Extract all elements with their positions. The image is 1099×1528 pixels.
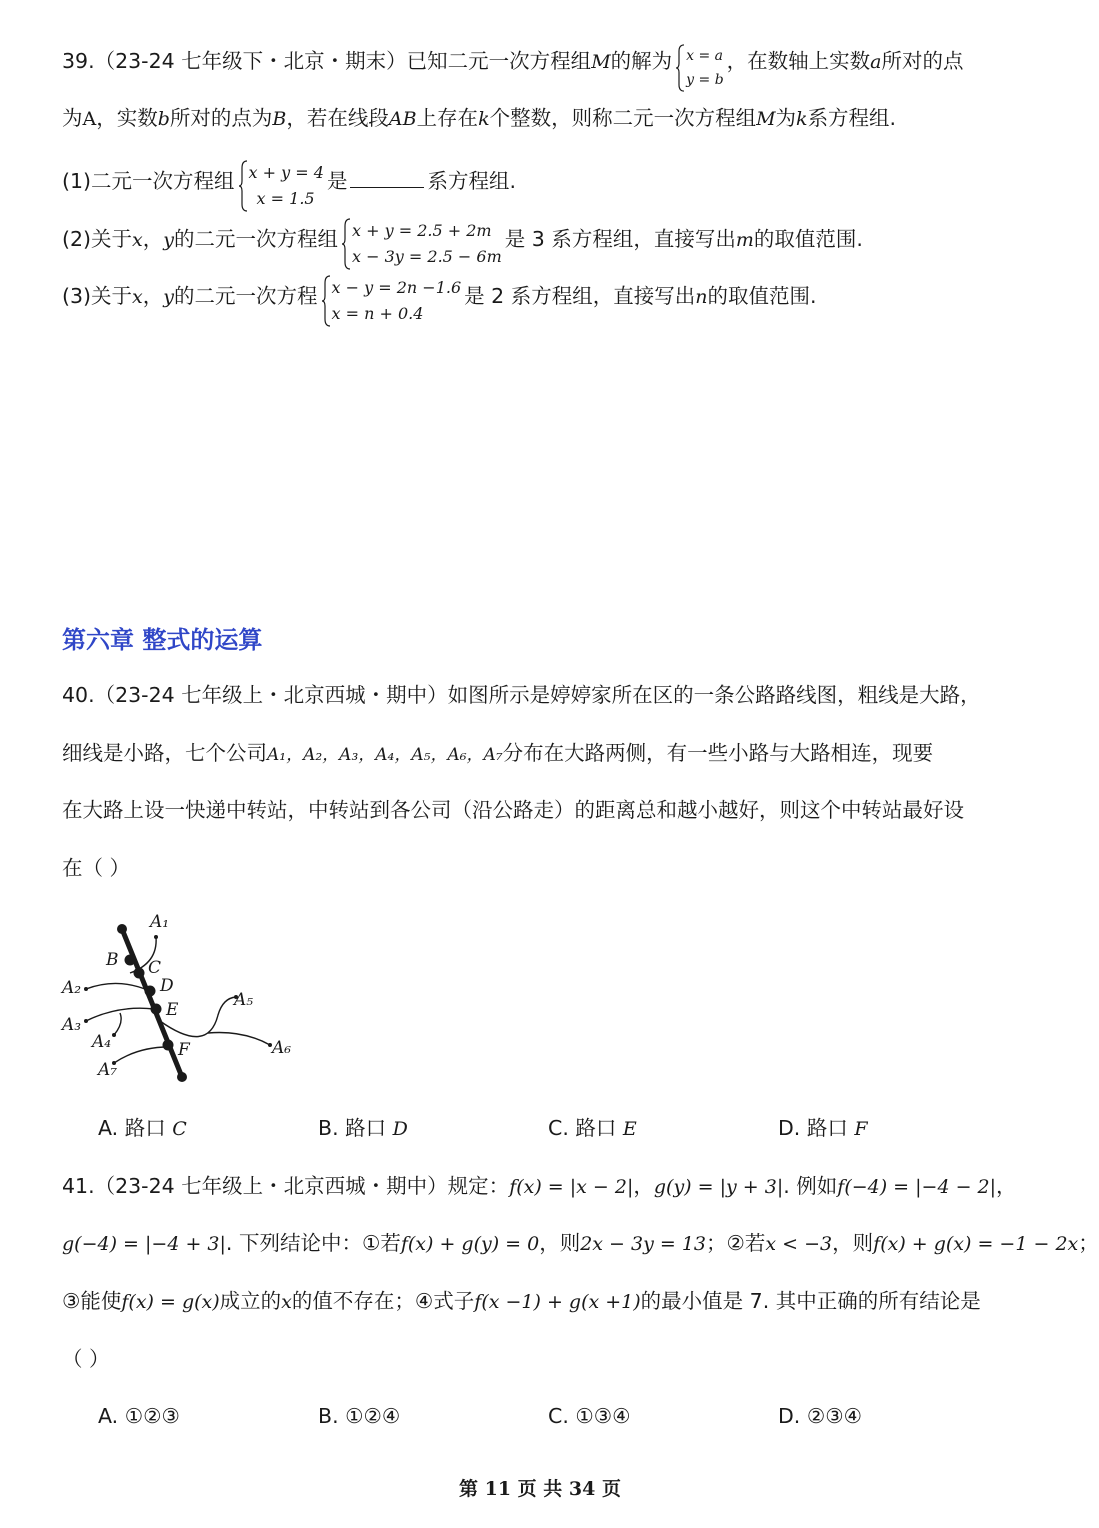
- q40-text: 细线是小路，七个公司: [62, 741, 267, 765]
- brace-icon: [675, 44, 685, 92]
- math-var: y: [163, 286, 174, 308]
- q41-option-d[interactable]: [778, 1401, 862, 1431]
- equation-system: [321, 275, 462, 327]
- brace-icon: [238, 160, 248, 212]
- q39-text: 是 2 系方程组，直接写出: [464, 284, 696, 308]
- q39-text: (3)关于: [62, 284, 133, 308]
- equation: x = n + 0.4: [331, 304, 424, 323]
- option-text: 路口: [124, 1116, 166, 1140]
- math-var: D: [392, 1118, 408, 1140]
- junction-f: [163, 1040, 174, 1051]
- label-a1: A₁: [150, 912, 170, 932]
- equation: x + y = 2.5 + 2m: [352, 221, 492, 240]
- option-text: ①③④: [575, 1404, 631, 1428]
- option-letter: D.: [778, 1404, 801, 1428]
- option-text: ①②③: [124, 1404, 180, 1428]
- road-end-top: [117, 924, 127, 934]
- math-var: x: [132, 229, 143, 251]
- equation: x + y = 4: [248, 163, 324, 182]
- company-a2: [84, 987, 88, 991]
- label-a2: A₂: [62, 978, 82, 998]
- math-var: x: [132, 286, 143, 308]
- q40-option-d[interactable]: [778, 1113, 868, 1144]
- label-b: B: [106, 950, 119, 970]
- q41-text: 的值不存在；④式子: [291, 1289, 475, 1313]
- q39-text: 的二元一次方程组: [174, 227, 338, 251]
- q40-option-c[interactable]: [548, 1113, 637, 1144]
- answer-blank[interactable]: [350, 165, 424, 188]
- math-var: A: [82, 108, 97, 130]
- page-footer: 第 11 页 共 34 页: [459, 1478, 621, 1500]
- road-to-a2: [86, 983, 150, 991]
- math-var: M: [591, 51, 611, 73]
- q41-option-c[interactable]: [548, 1401, 631, 1431]
- equation: x − y = 2n −1.6: [331, 278, 462, 297]
- q41-line-3: [62, 1286, 1018, 1317]
- math-expr: f(x) + g(x) = −1 − 2x: [873, 1233, 1079, 1255]
- math-expr: 2x − 3y = 13: [580, 1233, 707, 1255]
- q39-text: 39.（23-24 七年级下・北京・期末）已知二元一次方程组: [62, 49, 592, 73]
- equation-system: [675, 44, 724, 92]
- label-d: D: [160, 976, 174, 996]
- q41-line-2: [62, 1228, 1099, 1259]
- math-expr: f(x) = |x − 2|: [509, 1176, 634, 1198]
- q39-line-2: [62, 103, 1018, 134]
- road-to-a7: [114, 1047, 168, 1063]
- q41-option-a[interactable]: [98, 1401, 180, 1431]
- company-a1: [154, 935, 158, 939]
- math-var: n: [695, 286, 708, 308]
- math-var: k: [796, 108, 808, 130]
- q39-text: 是 3 系方程组，直接写出: [504, 227, 736, 251]
- math-expr: f(−4) = |−4 − 2|: [837, 1176, 997, 1198]
- q41-text: 的最小值是 7. 其中正确的所有结论是: [640, 1289, 981, 1313]
- junction-c: [134, 968, 145, 979]
- math-var: a: [870, 51, 882, 73]
- q40-text: 分布在大路两侧，有一些小路与大路相连，现要: [502, 741, 934, 765]
- company-a3: [84, 1019, 88, 1023]
- q39-text: 的取值范围.: [707, 284, 817, 308]
- math-var: AB: [388, 108, 417, 130]
- q40-line-3: 在大路上设一快递中转站，中转站到各公司（沿公路走）的距离总和越小越好，则这个中转站最好设: [62, 798, 964, 822]
- math-var: x: [281, 1291, 292, 1313]
- q39-text: ，实数: [96, 106, 158, 130]
- equation: x − 3y = 2.5 − 6m: [352, 247, 502, 266]
- q39-text: 的解为: [610, 49, 673, 73]
- q39-text: 上存在: [416, 106, 479, 130]
- math-var: E: [622, 1118, 637, 1140]
- option-text: 路口: [806, 1116, 848, 1140]
- junction-e: [151, 1004, 162, 1015]
- math-var: C: [172, 1118, 187, 1140]
- road-end-bottom: [177, 1072, 187, 1082]
- math-var: B: [272, 108, 287, 130]
- math-expr: x < −3: [765, 1233, 833, 1255]
- math-var: F: [854, 1118, 868, 1140]
- label-a6: A₆: [272, 1038, 292, 1058]
- q40-line-4: 在（ ）: [62, 856, 131, 880]
- label-a4: A₄: [92, 1032, 112, 1052]
- math-var: A₁，A₂，A₃，A₄，A₅，A₆，A₇: [267, 745, 503, 765]
- road-to-a4: [114, 1013, 121, 1035]
- q41-text: . 下列结论中：①若: [225, 1231, 401, 1255]
- option-letter: B.: [318, 1404, 339, 1428]
- q39-text: ，在数轴上实数: [726, 49, 871, 73]
- q41-line-1: [62, 1171, 1018, 1202]
- q39-text: 为: [62, 106, 83, 130]
- q40-line-2: [62, 738, 1018, 770]
- q39-text: 系方程组.: [427, 169, 516, 193]
- q41-text: ，: [996, 1174, 1017, 1198]
- brace-icon: [321, 275, 331, 327]
- q39-text: 所对的点: [881, 49, 964, 73]
- road-map-figure: [58, 905, 308, 1095]
- q39-text: 的二元一次方程: [174, 284, 318, 308]
- company-a4: [112, 1033, 116, 1037]
- chapter-title: 第六章 整式的运算: [62, 626, 263, 654]
- q40-option-a[interactable]: [98, 1113, 187, 1144]
- q39-text: 个整数，则称二元一次方程组: [489, 106, 757, 130]
- math-expr: g(−4) = |−4 + 3|: [62, 1233, 226, 1255]
- q39-text: ，若在线段: [286, 106, 389, 130]
- math-expr: f(x) + g(y) = 0: [400, 1233, 540, 1255]
- q39-line-1: [62, 44, 1018, 92]
- math-expr: f(x −1) + g(x +1): [474, 1291, 641, 1313]
- q40-line-1: 40.（23-24 七年级上・北京西城・期中）如图所示是婷婷家所在区的一条公路路线图，粗线是大路，: [62, 683, 981, 707]
- q39-text: (1)二元一次方程组: [62, 169, 235, 193]
- label-e: E: [166, 1000, 179, 1020]
- q39-text: (2)关于: [62, 227, 133, 251]
- option-text: ②③④: [806, 1404, 862, 1428]
- option-letter: A.: [98, 1116, 119, 1140]
- q39-text: 为: [775, 106, 797, 130]
- q41-option-b[interactable]: [318, 1401, 400, 1431]
- q41-text: 41.（23-24 七年级上・北京西城・期中）规定：: [62, 1174, 510, 1198]
- q39-text: 的取值范围.: [753, 227, 863, 251]
- q41-text: ；②若: [706, 1231, 766, 1255]
- option-letter: A.: [98, 1404, 119, 1428]
- junction-d: [145, 986, 156, 997]
- option-letter: C.: [548, 1116, 569, 1140]
- math-var: M: [756, 108, 776, 130]
- q39-sub-2: [62, 218, 1018, 270]
- junction-b: [125, 955, 136, 966]
- q41-text: . 例如: [783, 1174, 838, 1198]
- q41-text: ，则: [539, 1231, 581, 1255]
- q39-text: ，: [142, 227, 164, 251]
- math-expr: g(y) = |y + 3|: [653, 1176, 784, 1198]
- q41-line-4: （ ）: [62, 1347, 110, 1371]
- label-f: F: [178, 1040, 190, 1060]
- math-var: y: [163, 229, 174, 251]
- option-text: 路口: [345, 1116, 387, 1140]
- math-var: k: [478, 108, 490, 130]
- equation: y = b: [686, 72, 724, 88]
- q39-text: ，: [142, 284, 164, 308]
- equation: x = a: [686, 48, 724, 64]
- q41-text: ，: [633, 1174, 654, 1198]
- brace-icon: [341, 218, 351, 270]
- q39-text: 所对的点为: [169, 106, 273, 130]
- q41-text: ，则: [832, 1231, 874, 1255]
- option-letter: C.: [548, 1404, 569, 1428]
- option-text: ①②④: [345, 1404, 401, 1428]
- equation-system: [238, 160, 324, 212]
- q39-text: 系方程组.: [807, 106, 897, 130]
- option-letter: B.: [318, 1116, 339, 1140]
- math-var: m: [735, 229, 754, 251]
- label-a5: A₅: [234, 990, 254, 1010]
- q39-text: 是: [326, 169, 348, 193]
- equation-system: [341, 218, 502, 270]
- math-expr: f(x) = g(x): [121, 1291, 220, 1313]
- option-text: 路口: [575, 1116, 617, 1140]
- q41-text: 成立的: [219, 1289, 282, 1313]
- q40-option-b[interactable]: [318, 1113, 408, 1144]
- q41-text: ③能使: [62, 1289, 122, 1313]
- q41-text: ；: [1078, 1231, 1099, 1255]
- q39-sub-1: [62, 160, 1018, 212]
- label-c: C: [148, 958, 162, 978]
- q39-sub-3: [62, 275, 1018, 327]
- equation: x = 1.5: [256, 189, 315, 208]
- option-letter: D.: [778, 1116, 801, 1140]
- label-a7: A₇: [98, 1060, 118, 1080]
- math-var: b: [157, 108, 170, 130]
- label-a3: A₃: [62, 1015, 82, 1035]
- road-to-a6: [208, 1033, 270, 1046]
